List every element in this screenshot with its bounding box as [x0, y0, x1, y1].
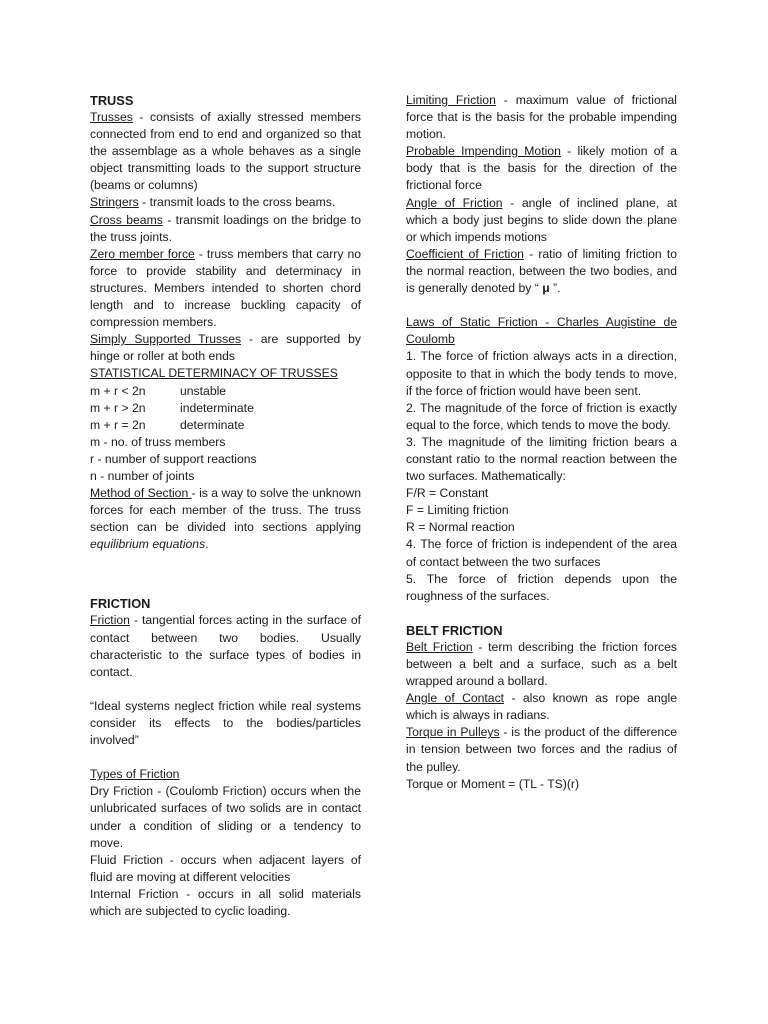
equation-3: R = Normal reaction	[406, 520, 515, 535]
belt-friction-heading: BELT FRICTION	[406, 622, 503, 638]
coefficient-term: Coefficient of Friction	[406, 246, 524, 261]
fluid-friction: Fluid Friction - occurs when adjacent layers of fluid are moving at different velocities	[90, 852, 361, 884]
friction-heading: FRICTION	[90, 596, 151, 612]
stringers-term: Stringers	[90, 195, 139, 210]
zero-member-term: Zero member force	[90, 246, 195, 261]
right-column	[406, 92, 677, 793]
torque-formula: Torque or Moment = (TL - TS)(r)	[406, 776, 580, 791]
determinacy-row: m + r > 2n indeterminate	[90, 400, 254, 415]
law-1: 1. The force of friction always acts in a direction, opposite to that in which the body tends to move, if the force of friction would have been sent.	[406, 349, 677, 398]
law-2: 2. The magnitude of the force of friction is exactly equal to the force, which tends to move the body.	[406, 400, 677, 432]
law-3: 3. The magnitude of the limiting friction bears a constant ratio to the normal reaction between the two surfaces. Mathematically:	[406, 434, 677, 484]
truss-heading: TRUSS	[90, 93, 134, 108]
mu-symbol: μ	[542, 281, 550, 296]
def-n: n - number of joints	[90, 468, 195, 483]
internal-friction: Internal Friction - occurs in all solid materials which are subjected to cyclic loading.	[90, 886, 361, 919]
left-column	[90, 92, 361, 920]
limiting-friction-definition: Limiting Friction - maximum value of frictional force that is the basis for the probable impending motion.	[406, 93, 677, 142]
simply-supported-definition: Simply Supported Trusses - are supported by hinge or roller at both ends	[90, 332, 361, 364]
method-of-section-definition: Method of Section - is a way to solve the unknown forces for each member of the truss. The truss section can be divided into sections applying equilibrium equations.	[90, 486, 362, 552]
torque-definition: Torque in Pulleys - is the product of the difference in tension between two forces and the radius of the pulley.	[406, 725, 677, 774]
law-5: 5. The force of friction depends upon the roughness of the surfaces.	[406, 571, 677, 603]
determinacy-row: m + r < 2n unstable	[90, 383, 227, 398]
determinacy-row: m + r = 2n determinate	[90, 417, 245, 432]
limiting-friction-term: Limiting Friction	[406, 93, 496, 107]
cross-beams-definition: Cross beams - transmit loadings on the bridge to the truss joints.	[90, 212, 361, 244]
law-4: 4. The force of friction is independent of the area of contact between the two surfaces	[406, 537, 677, 569]
belt-friction-term: Belt Friction	[406, 639, 473, 654]
friction-quote: “Ideal systems neglect friction while real systems consider its effects to the bodies/particles involved”	[90, 698, 361, 748]
equation-1: F/R = Constant	[406, 486, 489, 501]
types-of-friction-heading: Types of Friction	[90, 767, 180, 782]
trusses-term: Trusses	[90, 110, 133, 124]
def-r: r - number of support reactions	[90, 451, 257, 466]
angle-of-contact-definition: Angle of Contact - also known as rope angle which is always in radians.	[406, 691, 677, 723]
friction-term: Friction	[90, 613, 130, 628]
simply-supported-term: Simply Supported Trusses	[90, 332, 242, 347]
probable-motion-definition: Probable Impending Motion - likely motion of a body that is the basis for the direction of the frictional force	[406, 144, 677, 193]
coefficient-definition: Coefficient of Friction - ratio of limiting friction to the normal reaction, between the two bodies, and is generally denoted by “ μ ”.	[406, 246, 677, 296]
probable-motion-term: Probable Impending Motion	[406, 144, 561, 159]
method-of-section-term: Method of Section	[90, 486, 192, 501]
torque-term: Torque in Pulleys	[406, 725, 500, 740]
def-m: m - no. of truss members	[90, 434, 226, 449]
angle-of-friction-term: Angle of Friction	[406, 195, 503, 210]
angle-of-friction-definition: Angle of Friction - angle of inclined plane, at which a body just begins to slide down the plane or which impends motions	[406, 195, 677, 244]
cross-beams-term: Cross beams	[90, 212, 163, 227]
equation-2: F = Limiting friction	[406, 503, 509, 518]
zero-member-definition: Zero member force - truss members that carry no force to provide stability and determinacy in structures. Members intended to shorten chord length and to increase buckling capacity of compression members.	[90, 246, 362, 330]
friction-definition: Friction - tangential forces acting in the surface of contact between two bodies. Usually characteristic to the surface types of bodies in contact.	[90, 613, 361, 679]
stringers-definition: Stringers - transmit loads to the cross beams.	[90, 195, 336, 210]
laws-heading: Laws of Static Friction - Charles Augistine de Coulomb	[406, 315, 677, 347]
determinacy-heading: STATISTICAL DETERMINACY OF TRUSSES	[90, 366, 338, 381]
angle-of-contact-term: Angle of Contact	[406, 691, 505, 706]
dry-friction: Dry Friction - (Coulomb Friction) occurs when the unlubricated surfaces of two solids are in contact under a condition of sliding or a tendency to move.	[90, 784, 361, 850]
trusses-definition: Trusses - consists of axially stressed members connected from end to end and organized so that the assemblage as a whole behaves as a single object transmitting loads to the support structure (beams or columns)	[90, 110, 361, 193]
belt-friction-definition: Belt Friction - term describing the friction forces between a belt and a surface, such as a belt wrapped around a bollard.	[406, 639, 677, 689]
